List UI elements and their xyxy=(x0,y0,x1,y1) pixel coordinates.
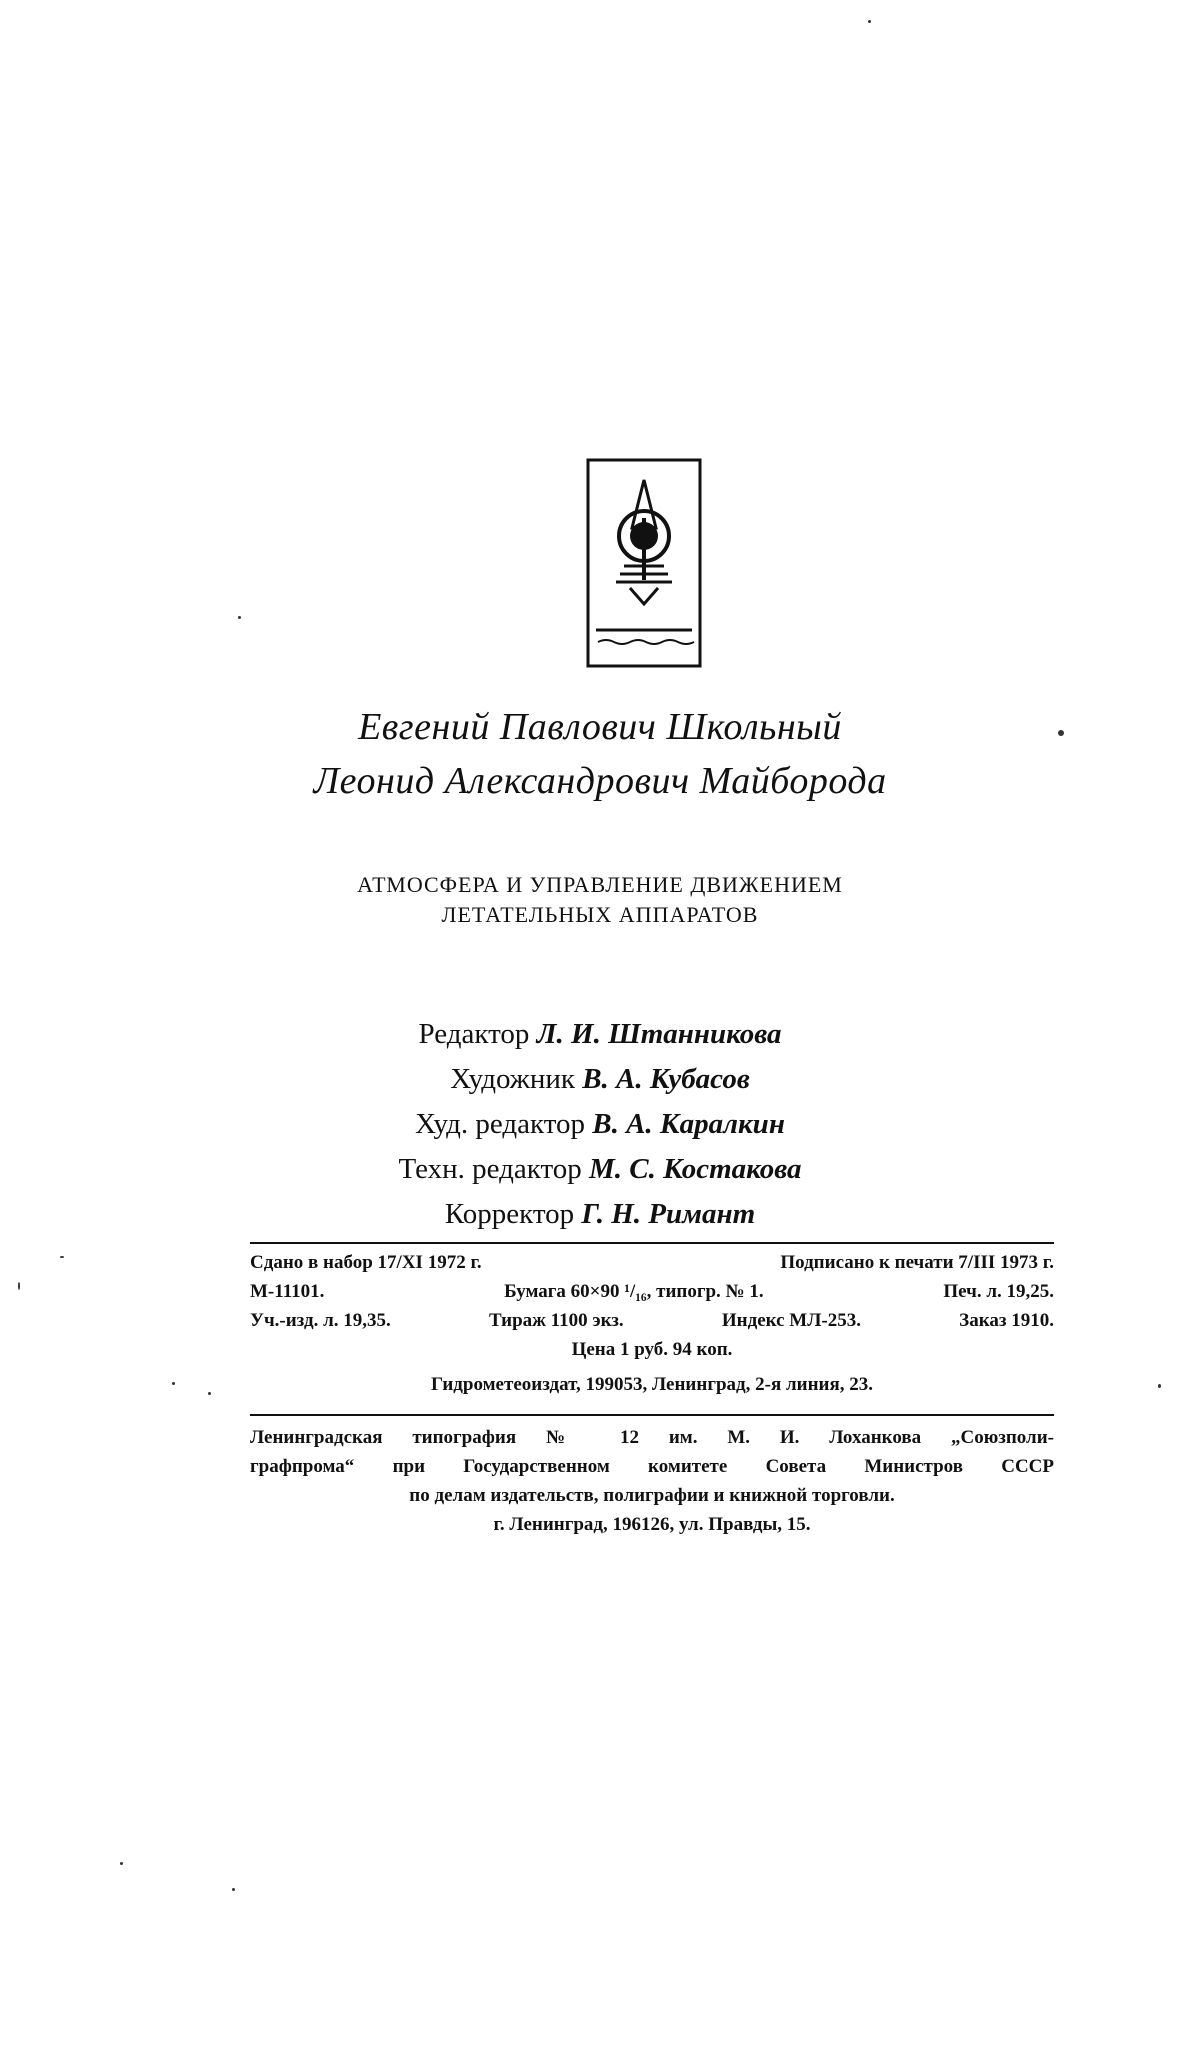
printer-line: по делам издательств, полиграфии и книжной торговли. xyxy=(409,1485,895,1506)
credit-row xyxy=(0,1147,1200,1192)
imprint-block xyxy=(250,1248,1054,1399)
scan-speck xyxy=(172,1382,175,1385)
author-name: Леонид Александрович Майборода xyxy=(313,760,887,802)
index-code: Индекс МЛ-253. xyxy=(721,1310,861,1331)
printer-address: г. Ленинград, 196126, ул. Правды, 15. xyxy=(493,1514,811,1535)
printed-sheets: Печ. л. 19,25. xyxy=(943,1281,1054,1302)
credit-row xyxy=(0,1192,1200,1237)
signed-date: Подписано к печати 7/III 1973 г. xyxy=(780,1252,1054,1273)
credit-role: Художник xyxy=(450,1063,575,1095)
price: Цена 1 руб. 94 коп. xyxy=(571,1339,733,1360)
imprint-line xyxy=(250,1248,1054,1277)
top-divider xyxy=(250,1242,1054,1244)
scan-speck xyxy=(60,1256,64,1258)
typeset-date: Сдано в набор 17/XI 1972 г. xyxy=(250,1252,482,1273)
credit-person: Г. Н. Римант xyxy=(581,1198,756,1230)
scan-speck xyxy=(1158,1384,1161,1388)
order-number: Заказ 1910. xyxy=(959,1310,1054,1331)
credit-person: М. С. Костакова xyxy=(589,1153,802,1185)
credit-row xyxy=(0,1102,1200,1147)
printer-line: графпрома“ при Государственном комитете Совета Министров СССР xyxy=(250,1456,1054,1477)
license-number: М-11101. xyxy=(250,1281,325,1302)
bottom-divider xyxy=(250,1414,1054,1416)
credit-row xyxy=(0,1057,1200,1102)
title-line: АТМОСФЕРА И УПРАВЛЕНИЕ ДВИЖЕНИЕМ xyxy=(357,872,843,897)
imprint-line xyxy=(250,1277,1054,1306)
author-name: Евгений Павлович Школьный xyxy=(358,706,842,748)
credit-role: Корректор xyxy=(444,1198,575,1230)
credit-person: В. А. Кубасов xyxy=(582,1063,750,1095)
scan-speck xyxy=(232,1888,235,1891)
credit-role: Худ. редактор xyxy=(415,1108,585,1140)
book-title xyxy=(0,870,1200,930)
print-run: Тираж 1100 экз. xyxy=(488,1310,624,1331)
credit-person: Л. И. Штанникова xyxy=(536,1018,782,1050)
credit-row xyxy=(0,1012,1200,1057)
scan-speck xyxy=(868,20,871,23)
credit-person: В. А. Каралкин xyxy=(592,1108,785,1140)
publisher-address: Гидрометеоиздат, 199053, Ленинград, 2-я линия, 23. xyxy=(430,1374,874,1395)
publishing-sheets: Уч.-изд. л. 19,35. xyxy=(250,1310,391,1331)
scan-speck xyxy=(238,616,241,619)
authors-block xyxy=(0,700,1200,808)
printer-line: Ленинградская типография № 12 им. М. И. Лоханкова „Союзполи- xyxy=(250,1427,1054,1448)
scan-speck xyxy=(18,1282,20,1290)
credits-list xyxy=(0,1012,1200,1237)
publisher-emblem-logo xyxy=(586,458,702,668)
imprint-line xyxy=(250,1306,1054,1335)
credit-role: Техн. редактор xyxy=(398,1153,582,1185)
scan-speck xyxy=(208,1392,211,1395)
printer-block xyxy=(250,1423,1054,1539)
scan-speck xyxy=(1058,730,1064,736)
title-line: ЛЕТАТЕЛЬНЫХ АППАРАТОВ xyxy=(441,902,759,927)
paper-format: Бумага 60×90 ¹/₁₆, типогр. № 1. xyxy=(504,1281,764,1302)
credit-role: Редактор xyxy=(418,1018,530,1050)
scan-speck xyxy=(120,1862,123,1865)
